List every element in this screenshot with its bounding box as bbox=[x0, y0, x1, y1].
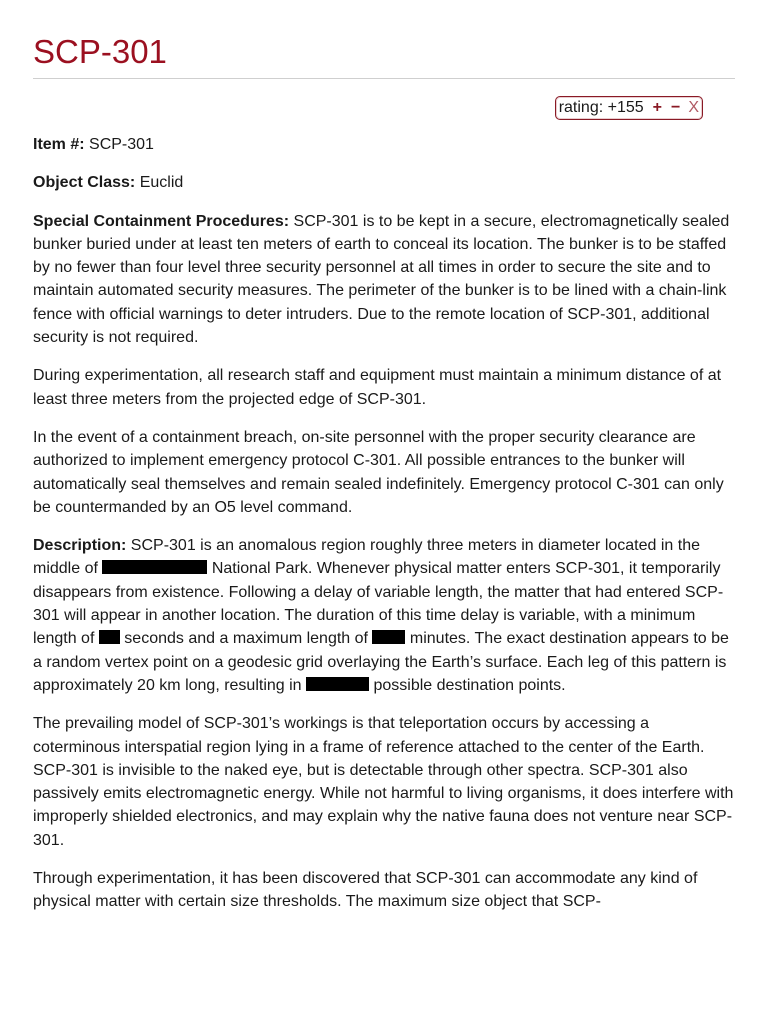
procedures-paragraph-3: In the event of a containment breach, on-site personnel with the proper security clearance are authorized to implement emergency protocol C-301. All possible entrances to the bunker will automatically seal themselves and remain sealed indefinitely. Emergency protocol C-301 can only be countermanded by an O5 level command. bbox=[33, 428, 724, 516]
redaction-bar bbox=[306, 677, 369, 691]
description-text-1: SCP-301 is an anomalous region roughly three meters in diameter located in the middle of bbox=[33, 537, 700, 578]
page-title: SCP-301 bbox=[33, 33, 167, 70]
description-label: Description: bbox=[33, 537, 127, 555]
containment-procedures-text: SCP-301 is to be kept in a secure, electromagnetically sealed bunker buried under at least ten meters of earth to conceal its location. The bunker is to be staffed by no fewer than four level three security personnel at all times in order to secure the site and to maintain automated security measures. The perimeter of the bunker is to be lined with a chain-link fence with official warnings to deter intruders. Due to the remote location of SCP-301, additional security is not required. bbox=[33, 212, 730, 347]
upvote-button[interactable]: + bbox=[648, 98, 666, 118]
rating-label: rating: +155 bbox=[558, 99, 644, 116]
downvote-button[interactable]: − bbox=[666, 98, 684, 118]
procedures-paragraph-2: During experimentation, all research staff and equipment must maintain a minimum distance of at least three meters from the projected edge of SCP-301. bbox=[33, 367, 722, 408]
object-class bbox=[33, 171, 735, 194]
item-number-label: Item #: bbox=[33, 136, 85, 153]
description-paragraph-2: The prevailing model of SCP-301’s workings is that teleportation occurs by accessing a coterminous interspatial region lying in a frame of reference attached to the center of the Earth. SCP-301 is invisible to the naked eye, but is detectable through other spectra. SCP-301 also passively emits electromagnetic energy. While not harmful to living organisms, it does interfere with improperly shielded electronics, and may explain why the native fauna does not venture near SCP-301. bbox=[33, 715, 734, 849]
description-text-2: National Park. Whenever physical matter enters SCP-301, it temporarily disappears from existence. Following a delay of variable length, the matter that had entered SCP-301 will appear in another location. The duration of this time delay is variable, with a minimum length of bbox=[33, 560, 724, 648]
redaction-bar bbox=[99, 630, 120, 644]
cancel-vote-button[interactable]: X bbox=[684, 98, 700, 118]
redaction-bar bbox=[372, 630, 405, 644]
description bbox=[33, 534, 735, 697]
item-number-value: SCP-301 bbox=[89, 136, 154, 153]
containment-procedures bbox=[33, 210, 735, 350]
rating-row bbox=[33, 79, 735, 133]
description-text-4: minutes. The exact destination appears to be a random vertex point on a geodesic grid overlaying the Earth’s surface. Each leg of this pattern is approximately 20 km long, resulting in bbox=[33, 630, 729, 694]
rating-widget bbox=[555, 96, 703, 120]
containment-procedures-label: Special Containment Procedures: bbox=[33, 212, 290, 230]
redaction-bar bbox=[102, 560, 207, 574]
object-class-value: Euclid bbox=[139, 174, 184, 192]
description-text-3: seconds and a maximum length of bbox=[124, 630, 368, 648]
description-text-5: possible destination points. bbox=[373, 676, 566, 694]
description-paragraph-3: Through experimentation, it has been discovered that SCP-301 can accommodate any kind of physical matter with certain size thresholds. The maximum size object that SCP- bbox=[33, 870, 698, 911]
article bbox=[33, 0, 735, 929]
object-class-label: Object Class: bbox=[33, 174, 136, 192]
item-number bbox=[33, 133, 735, 156]
